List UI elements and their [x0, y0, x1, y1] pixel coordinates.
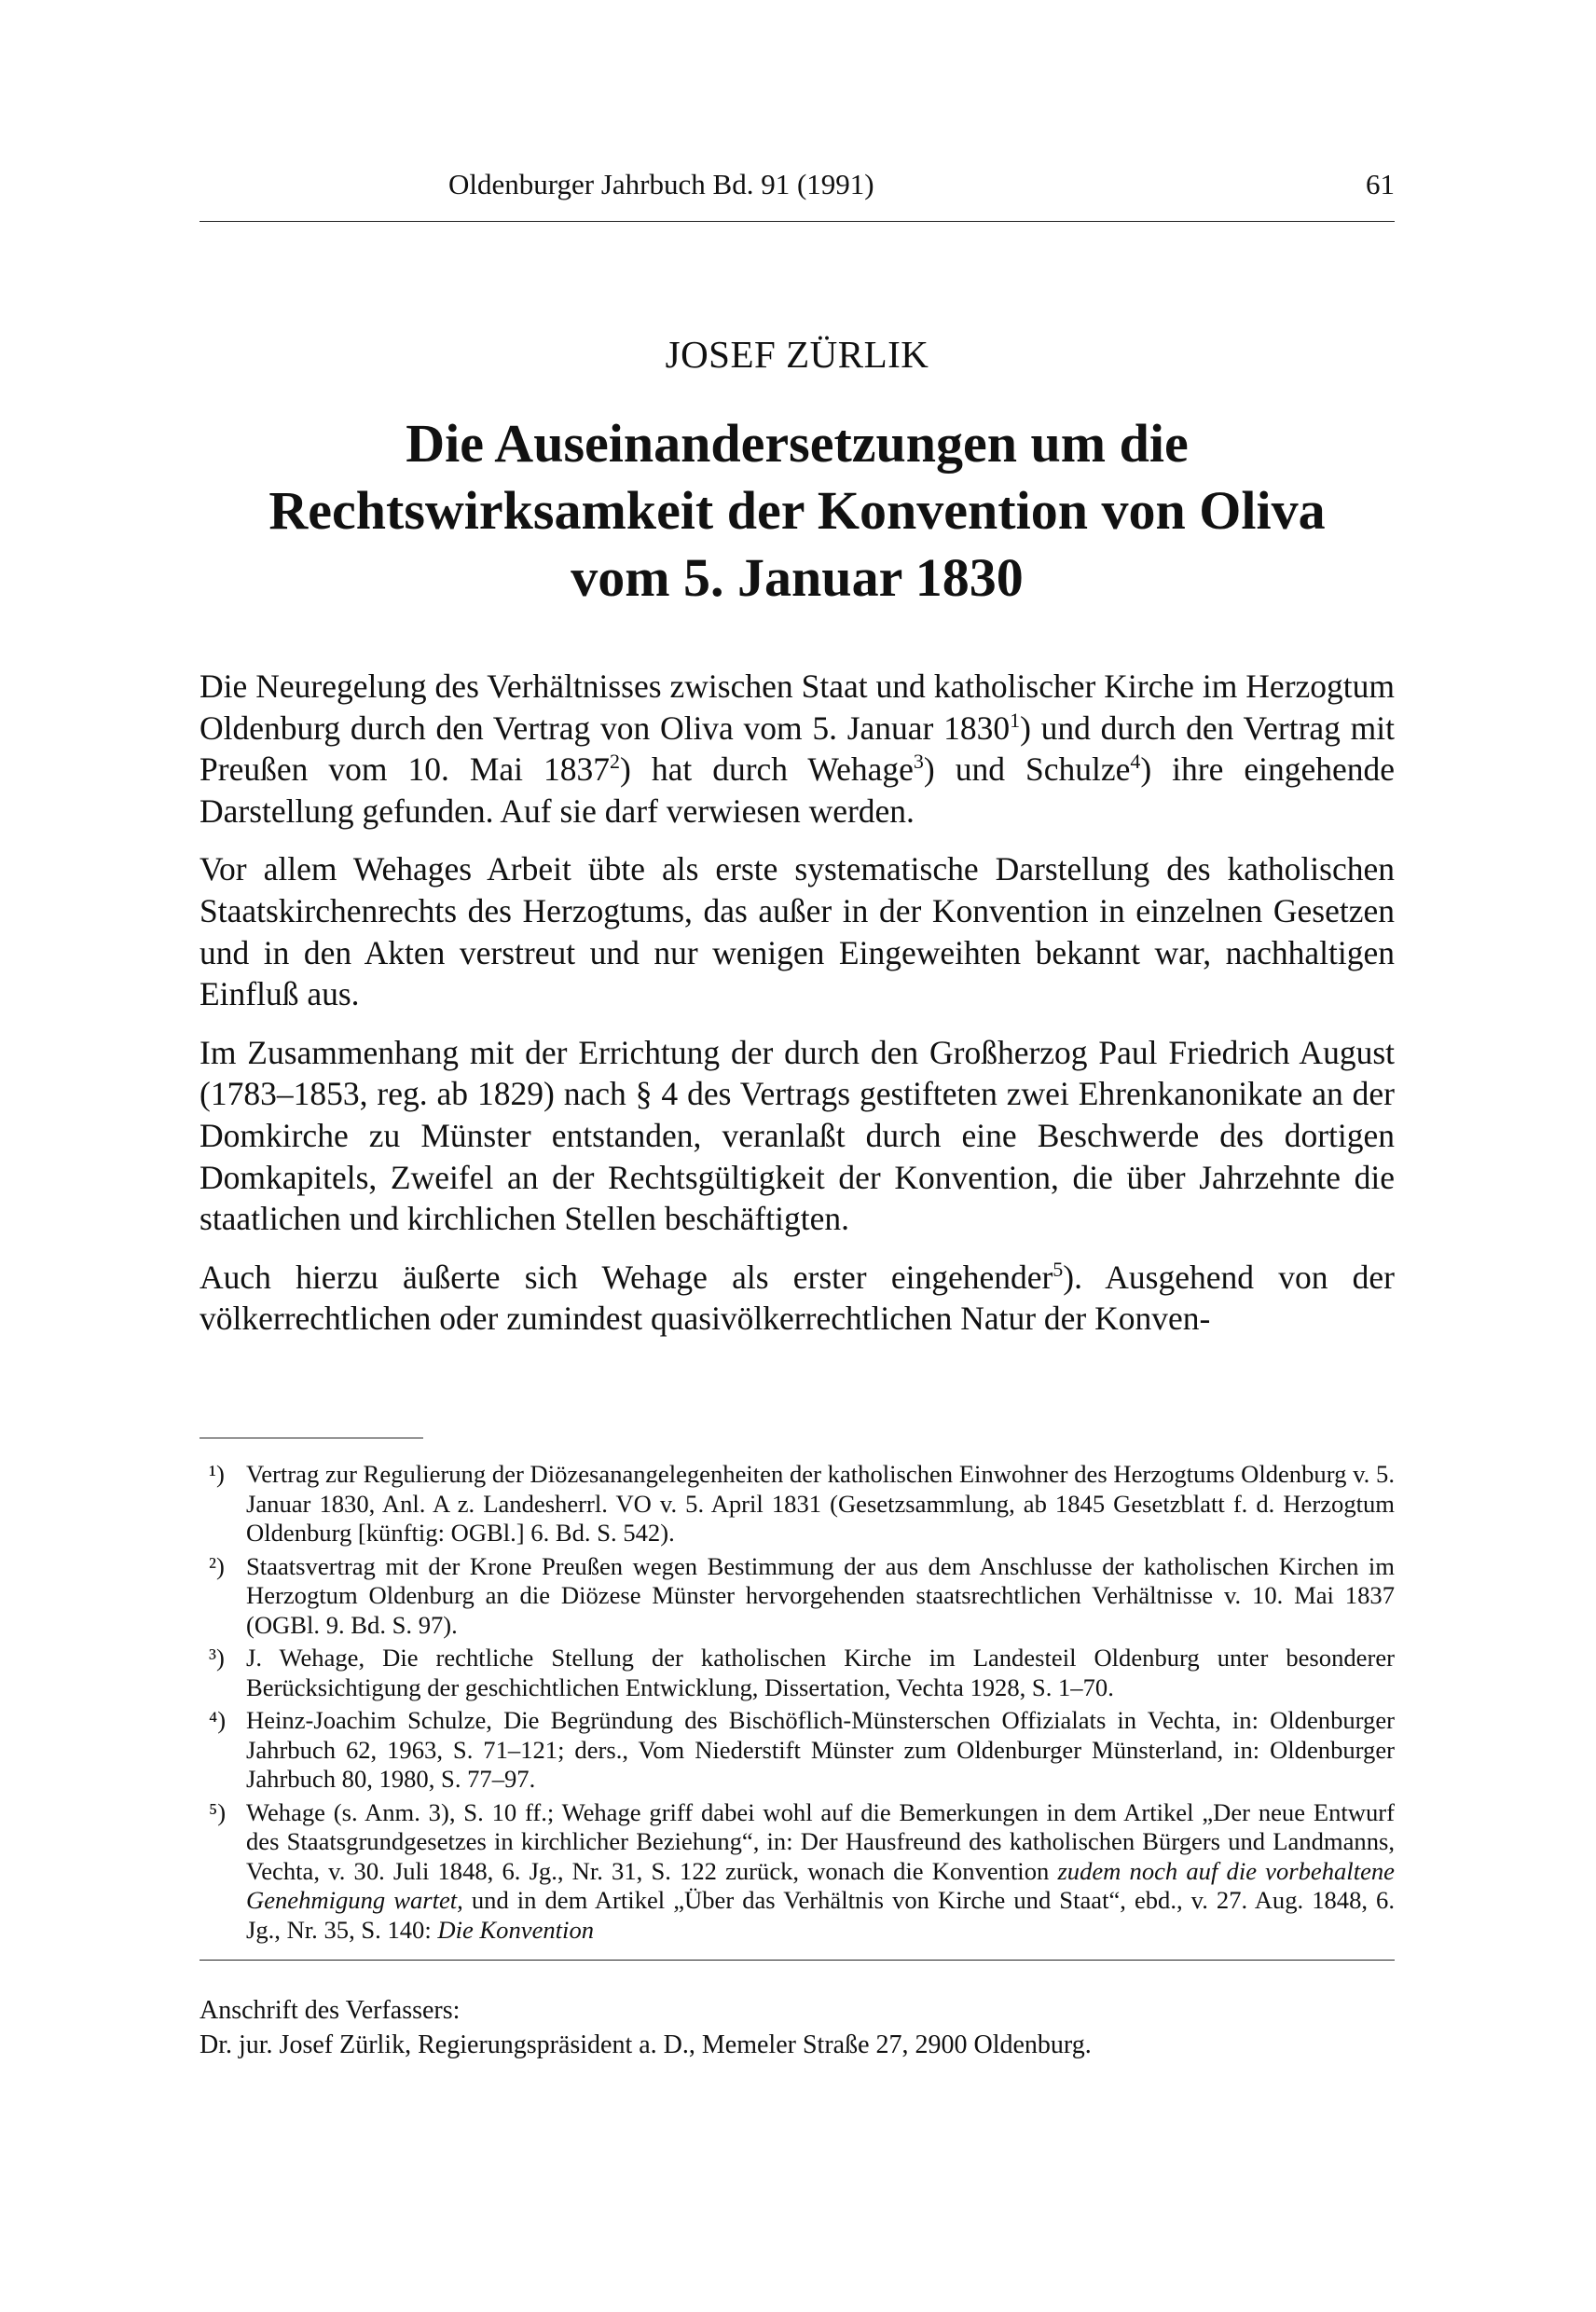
- footnote-item: [200, 1798, 1395, 1946]
- footnote-mark: ²): [209, 1551, 225, 1580]
- paragraph-2: Vor allem Wehages Arbeit übte als erste systematische Darstellung des katholischen Staatskirchenrechts des Herzogtums, das außer in der Konvention in einzelnen Gesetzen und in den Akten verstreut und nur wenigen Eingeweihten bekannt war, nachhaltigen Einfluß aus.: [200, 850, 1395, 1013]
- title-line: Die Auseinandersetzungen um die: [406, 413, 1189, 474]
- article-body: [200, 666, 1395, 1356]
- footnote-text: Vertrag zur Regulierung der Diözesanangelegenheiten der katholischen Einwohner des Herzogtums Oldenburg v. 5. Januar 1830, Anl. A z. Landesherrl. VO v. 5. April 1831 (Gesetzsammlung, ab 1845 Gesetzblatt f. d. Herzogtum Oldenburg [künftig: OGBl.] 6. Bd. S. 542).: [246, 1460, 1395, 1547]
- header-rule: [200, 221, 1395, 222]
- page-number: 61: [1366, 168, 1395, 200]
- footnote-ref[interactable]: 4: [1130, 750, 1141, 774]
- footnote-text: J. Wehage, Die rechtliche Stellung der katholischen Kirche im Landesteil Oldenburg unter besonderer Berücksichtigung der geschichtlichen Entwicklung, Dissertation, Vechta 1928, S. 1–70.: [246, 1644, 1395, 1701]
- quote-italic: zudem noch auf die vorbehaltene Genehmigung wartet,: [246, 1856, 1395, 1914]
- footnotes: [200, 1460, 1395, 1948]
- paragraph-4: Auch hierzu äußerte sich Wehage als erster eingehender$^5$). Ausgehend von der völkerrechtlichen oder zumindest quasivölkerrechtlichen Natur der Konven-: [200, 1257, 1395, 1338]
- journal-citation: Oldenburger Jahrbuch Bd. 91 (1991): [448, 168, 874, 200]
- footnote-ref[interactable]: 3: [913, 750, 924, 774]
- footnote-mark: ¹): [209, 1460, 225, 1488]
- footnote-item: [200, 1706, 1395, 1795]
- footnote-mark: ⁵): [209, 1797, 227, 1826]
- article-title: [200, 410, 1395, 612]
- footnote-text: Heinz-Joachim Schulze, Die Begründung des Bischöflich-Münsterschen Offizialats in Vechta, in: Oldenburger Jahrbuch 62, 1963, S. 71–121; ders., Vom Niederstift Münster zum Oldenburger Münsterland, in: Oldenburger Jahrbuch 80, 1980, S. 77–97.: [246, 1706, 1395, 1793]
- address-label: Anschrift des Verfassers:: [200, 1996, 461, 2025]
- footnote-mark: ⁴): [209, 1706, 227, 1734]
- address-rule: [200, 1960, 1395, 1961]
- footnote-ref[interactable]: 2: [610, 750, 621, 774]
- author-name: JOSEF ZÜRLIK: [665, 333, 929, 376]
- quote-italic: Die Konvention: [437, 1915, 595, 1944]
- footnote-ref[interactable]: 5: [1053, 1257, 1064, 1281]
- footnote-mark: ³): [209, 1644, 225, 1672]
- footnote-ref[interactable]: 1: [1010, 708, 1021, 732]
- footnote-item: [200, 1552, 1395, 1641]
- title-line: Rechtswirksamkeit der Konvention von Oliva: [268, 480, 1326, 541]
- paragraph-3: Im Zusammenhang mit der Errichtung der durch den Großherzog Paul Friedrich August (1783–1853, reg. ab 1829) nach § 4 des Vertrags gestifteten zwei Ehrenkanonikate an der Domkirche zu Münster entstanden, veranlaßt durch eine Beschwerde des dortigen Domkapitels, Zweifel an der Rechtsgültigkeit der Konvention, die über Jahrzehnte die staatlichen und kirchlichen Stellen beschäftigten.: [200, 1033, 1395, 1238]
- paragraph-1: Die Neuregelung des Verhältnisses zwischen Staat und katholischer Kirche im Herzogtum Oldenburg durch den Vertrag von Oliva vom 5. Januar 1830$^1$) und durch den Vertrag mit Preußen vom 10. Mai 1837$^2$) hat durch Wehage$^3$) und Schulze$^4$) ihre eingehende Darstellung gefunden. Auf sie darf verwiesen werden.: [200, 667, 1396, 830]
- footnote-text: Staatsvertrag mit der Krone Preußen wegen Bestimmung der aus dem Anschlusse der katholischen Kirchen im Herzogtum Oldenburg an die Diözese Münster hervorgehenden staatsrechtlichen Verhältnisse v. 10. Mai 1837 (OGBl. 9. Bd. S. 97).: [246, 1551, 1395, 1639]
- footnote-text: Wehage (s. Anm. 3), S. 10 ff.; Wehage griff dabei wohl auf die Bemerkungen in dem Artikel „Der neue Entwurf des Staatsgrundgesetzes in kirchlicher Beziehung“, in: Der Hausfreund des katholischen Bürgers und Landmanns, Vechta, v. 30. Juli 1848, 6. Jg., Nr. 31, S. 122 zurück, wonach die Konvention zudem noch auf die vorbehaltene Genehmigung wartet, und in dem Artikel „Über das Verhältnis von Kirche und Staat“, ebd., v. 27. Aug. 1848, 6. Jg., Nr. 35, S. 140: Die Konvention: [246, 1797, 1396, 1944]
- author-address: [200, 1993, 1395, 2062]
- footnote-item: [200, 1644, 1395, 1702]
- address-text: Dr. jur. Josef Zürlik, Regierungspräsident a. D., Memeler Straße 27, 2900 Oldenburg.: [200, 2030, 1092, 2059]
- footnote-item: [200, 1460, 1395, 1548]
- title-line: vom 5. Januar 1830: [571, 547, 1024, 608]
